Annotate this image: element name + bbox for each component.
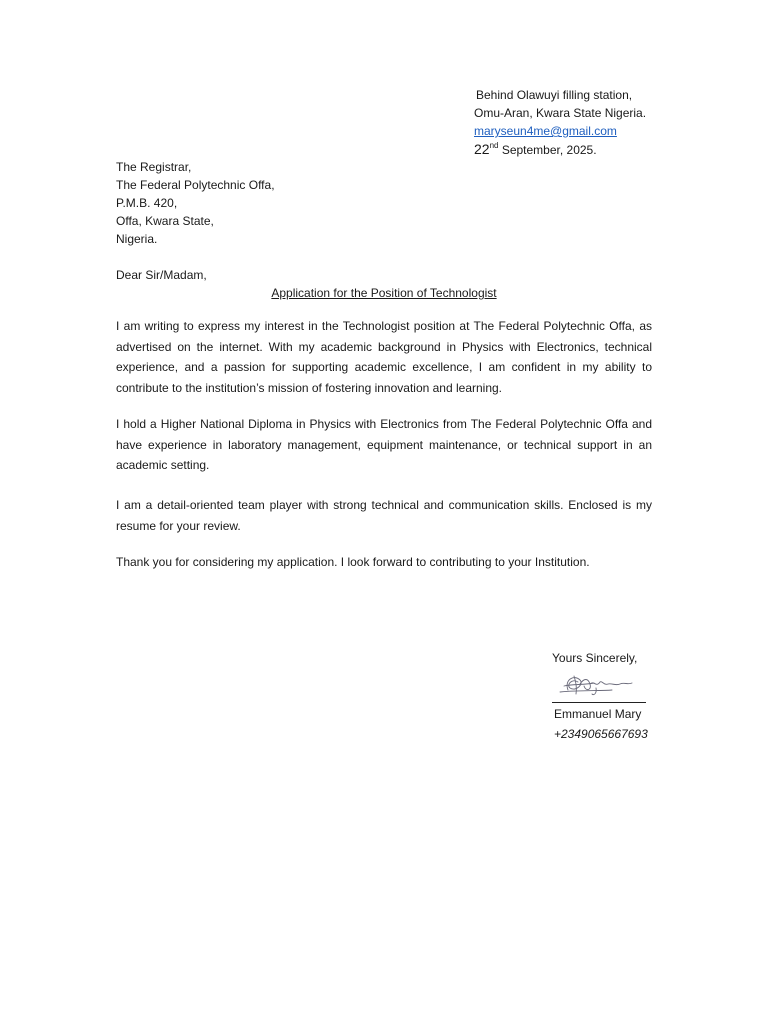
recipient-line: The Federal Polytechnic Offa, xyxy=(116,178,275,192)
letter-date xyxy=(474,140,646,159)
date-rest: September, 2025. xyxy=(498,143,597,157)
recipient-line: P.M.B. 420, xyxy=(116,196,178,210)
recipient-line: Nigeria. xyxy=(116,232,158,246)
body-paragraph: I am writing to express my interest in the Technologist position at The Federal Polytechnic Offa, as advertised on the internet. With my academic background in Physics with Electronics, technical experience, and a passion for supporting academic excellence, I am confident in my ability to contribute to the institution’s mission of fostering innovation and learning. xyxy=(116,319,652,396)
body-paragraph: I am a detail-oriented team player with strong technical and communication skills. Enclosed is my resume for your review. xyxy=(116,498,652,533)
subject-line: Application for the Position of Technologist xyxy=(271,286,497,300)
sender-address-line-1: Behind Olawuyi filling station, xyxy=(476,88,633,102)
sender-address-block xyxy=(474,86,646,159)
signature-line xyxy=(552,702,646,703)
recipient-line: The Registrar, xyxy=(116,160,192,174)
date-suffix: nd xyxy=(489,141,499,150)
recipient-address-block xyxy=(116,158,275,248)
signer-name: Emmanuel Mary xyxy=(554,707,642,721)
body-paragraph: Thank you for considering my application. I look forward to contributing to your Institution. xyxy=(116,555,590,569)
salutation: Dear Sir/Madam, xyxy=(116,268,207,282)
sender-address-line-2: Omu-Aran, Kwara State Nigeria. xyxy=(474,106,647,120)
signer-phone: +2349065667693 xyxy=(554,727,648,741)
handwritten-signature xyxy=(550,666,646,702)
sender-email-link[interactable]: maryseun4me@gmail.com xyxy=(474,124,617,138)
body-paragraph: I hold a Higher National Diploma in Physics with Electronics from The Federal Polytechnic Offa and have experience in laboratory management, equipment maintenance, or technical support in an academic setting. xyxy=(116,417,652,473)
date-day: 22 xyxy=(474,141,490,157)
valediction: Yours Sincerely, xyxy=(552,651,638,665)
recipient-line: Offa, Kwara State, xyxy=(116,214,214,228)
